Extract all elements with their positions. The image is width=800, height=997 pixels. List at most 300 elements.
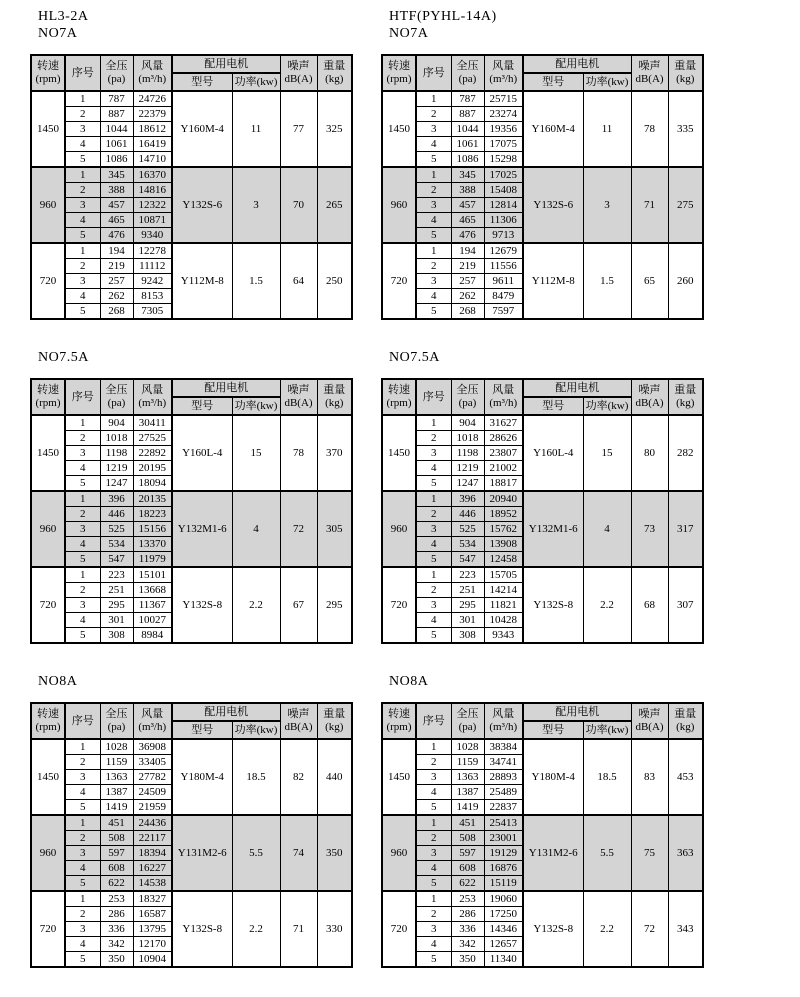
- flow-cell: 17025: [484, 167, 523, 183]
- col-header-weight: [317, 379, 352, 415]
- serial-cell: 1: [65, 167, 100, 183]
- fan-performance-table: [30, 378, 353, 644]
- weight-cell: 350: [317, 815, 352, 891]
- header-line-1: 风量: [141, 708, 164, 720]
- serial-cell: 4: [416, 613, 451, 628]
- flow-cell: 10428: [484, 613, 523, 628]
- model-size-title: NO8A: [38, 674, 78, 689]
- flow-cell: 12679: [484, 243, 523, 259]
- flow-cell: 9340: [133, 228, 172, 244]
- motor-model-cell: Y131M2-6: [172, 815, 232, 891]
- header-line-2: (pa): [458, 73, 477, 85]
- header-line-2: (m³/h): [138, 73, 167, 85]
- serial-cell: 5: [416, 476, 451, 492]
- serial-cell: 4: [416, 289, 451, 304]
- flow-cell: 15705: [484, 567, 523, 583]
- pressure-cell: 887: [100, 107, 133, 122]
- header-line-1: 全压: [105, 708, 128, 720]
- pressure-cell: 1018: [451, 431, 484, 446]
- rpm-cell: 960: [382, 167, 416, 243]
- flow-cell: 24726: [133, 91, 172, 107]
- serial-cell: 1: [65, 491, 100, 507]
- header-line-2: (pa): [107, 397, 126, 409]
- table-row: [382, 739, 703, 755]
- serial-cell: 4: [416, 213, 451, 228]
- header-line-1: 噪声: [638, 708, 661, 720]
- header-line-1: 转速: [37, 384, 59, 396]
- serial-cell: 3: [65, 770, 100, 785]
- table-row: [382, 243, 703, 259]
- flow-cell: 17250: [484, 907, 523, 922]
- col-header-motor-power: 功率(kw): [232, 397, 280, 415]
- weight-cell: 250: [317, 243, 352, 319]
- rpm-cell: 720: [382, 891, 416, 967]
- model-size-title: NO7.5A: [38, 350, 89, 365]
- col-header-serial: 序号: [416, 379, 451, 415]
- weight-cell: 307: [668, 567, 703, 643]
- pressure-cell: 295: [451, 598, 484, 613]
- motor-power-cell: 1.5: [583, 243, 631, 319]
- table-column: [30, 8, 357, 997]
- col-header-rpm: [382, 55, 416, 91]
- col-header-serial: 序号: [416, 55, 451, 91]
- serial-cell: 3: [416, 598, 451, 613]
- serial-cell: 1: [416, 91, 451, 107]
- motor-power-cell: 5.5: [232, 815, 280, 891]
- flow-cell: 20195: [133, 461, 172, 476]
- serial-cell: 4: [65, 537, 100, 552]
- noise-cell: 71: [280, 891, 317, 967]
- flow-cell: 23001: [484, 831, 523, 846]
- pressure-cell: 457: [100, 198, 133, 213]
- pressure-cell: 262: [100, 289, 133, 304]
- noise-cell: 67: [280, 567, 317, 643]
- flow-cell: 12458: [484, 552, 523, 568]
- col-header-serial: 序号: [65, 703, 100, 739]
- pressure-cell: 446: [100, 507, 133, 522]
- header-line-2: dB(A): [284, 721, 313, 733]
- rpm-cell: 960: [382, 815, 416, 891]
- rpm-cell: 720: [382, 567, 416, 643]
- noise-cell: 64: [280, 243, 317, 319]
- col-header-motor-group: 配用电机: [172, 379, 280, 397]
- pressure-cell: 465: [451, 213, 484, 228]
- weight-cell: 453: [668, 739, 703, 815]
- rpm-cell: 960: [31, 167, 65, 243]
- pressure-cell: 1044: [100, 122, 133, 137]
- serial-cell: 3: [65, 846, 100, 861]
- col-header-noise: [280, 55, 317, 91]
- noise-cell: 74: [280, 815, 317, 891]
- serial-cell: 4: [416, 137, 451, 152]
- header-line-2: (kg): [676, 721, 695, 733]
- serial-cell: 1: [65, 91, 100, 107]
- header-line-2: (kg): [676, 73, 695, 85]
- flow-cell: 15156: [133, 522, 172, 537]
- rpm-cell: 720: [31, 243, 65, 319]
- pressure-cell: 257: [451, 274, 484, 289]
- motor-power-cell: 2.2: [583, 891, 631, 967]
- pressure-cell: 1198: [100, 446, 133, 461]
- serial-cell: 1: [65, 891, 100, 907]
- motor-power-cell: 11: [232, 91, 280, 167]
- header-line-2: (rpm): [35, 721, 61, 733]
- serial-cell: 5: [65, 304, 100, 320]
- table-row: [31, 91, 352, 107]
- noise-cell: 77: [280, 91, 317, 167]
- pressure-cell: 525: [451, 522, 484, 537]
- serial-cell: 2: [416, 583, 451, 598]
- flow-cell: 9343: [484, 628, 523, 644]
- motor-power-cell: 18.5: [583, 739, 631, 815]
- series-title: HTF(PYHL-14A): [389, 9, 497, 24]
- noise-cell: 73: [631, 491, 668, 567]
- flow-cell: 15408: [484, 183, 523, 198]
- col-header-motor-model: 型号: [523, 73, 583, 91]
- motor-model-cell: Y131M2-6: [523, 815, 583, 891]
- pressure-cell: 787: [100, 91, 133, 107]
- serial-cell: 5: [65, 800, 100, 816]
- serial-cell: 2: [416, 755, 451, 770]
- col-header-weight: [668, 703, 703, 739]
- pressure-cell: 253: [100, 891, 133, 907]
- serial-cell: 5: [65, 152, 100, 168]
- weight-cell: 275: [668, 167, 703, 243]
- motor-model-cell: Y112M-8: [172, 243, 232, 319]
- flow-cell: 14710: [133, 152, 172, 168]
- col-header-motor-power: 功率(kw): [232, 73, 280, 91]
- col-header-motor-model: 型号: [172, 721, 232, 739]
- serial-cell: 1: [65, 815, 100, 831]
- col-header-noise: [280, 379, 317, 415]
- weight-cell: 335: [668, 91, 703, 167]
- serial-cell: 3: [416, 770, 451, 785]
- pressure-cell: 345: [100, 167, 133, 183]
- serial-cell: 3: [65, 274, 100, 289]
- serial-cell: 3: [65, 198, 100, 213]
- col-header-serial: 序号: [65, 379, 100, 415]
- weight-cell: 440: [317, 739, 352, 815]
- noise-cell: 78: [280, 415, 317, 491]
- header-line-2: (m³/h): [138, 397, 167, 409]
- serial-cell: 4: [65, 137, 100, 152]
- motor-power-cell: 4: [232, 491, 280, 567]
- noise-cell: 71: [631, 167, 668, 243]
- pressure-cell: 301: [451, 613, 484, 628]
- flow-cell: 22892: [133, 446, 172, 461]
- pressure-cell: 1419: [451, 800, 484, 816]
- serial-cell: 1: [65, 739, 100, 755]
- flow-cell: 15762: [484, 522, 523, 537]
- col-header-noise: [631, 55, 668, 91]
- fan-performance-table: [30, 702, 353, 968]
- header-line-2: (pa): [458, 721, 477, 733]
- weight-cell: 295: [317, 567, 352, 643]
- serial-cell: 3: [416, 846, 451, 861]
- serial-cell: 5: [416, 552, 451, 568]
- header-line-2: dB(A): [284, 397, 313, 409]
- flow-cell: 23807: [484, 446, 523, 461]
- col-header-weight: [668, 55, 703, 91]
- serial-cell: 3: [65, 122, 100, 137]
- table-row: [31, 243, 352, 259]
- noise-cell: 65: [631, 243, 668, 319]
- flow-cell: 8984: [133, 628, 172, 644]
- pressure-cell: 268: [451, 304, 484, 320]
- header-line-1: 噪声: [287, 708, 310, 720]
- motor-power-cell: 2.2: [232, 891, 280, 967]
- pressure-cell: 525: [100, 522, 133, 537]
- header-line-2: (m³/h): [489, 73, 518, 85]
- weight-cell: 260: [668, 243, 703, 319]
- noise-cell: 75: [631, 815, 668, 891]
- pressure-cell: 194: [451, 243, 484, 259]
- pressure-cell: 1387: [451, 785, 484, 800]
- col-header-motor-group: 配用电机: [523, 703, 631, 721]
- col-header-rpm: [31, 379, 65, 415]
- col-header-motor-group: 配用电机: [523, 55, 631, 73]
- pressure-cell: 1044: [451, 122, 484, 137]
- pressure-cell: 508: [451, 831, 484, 846]
- motor-model-cell: Y160M-4: [523, 91, 583, 167]
- flow-cell: 19356: [484, 122, 523, 137]
- serial-cell: 1: [416, 891, 451, 907]
- flow-cell: 12814: [484, 198, 523, 213]
- pressure-cell: 476: [451, 228, 484, 244]
- pressure-cell: 476: [100, 228, 133, 244]
- motor-power-cell: 2.2: [232, 567, 280, 643]
- flow-cell: 12322: [133, 198, 172, 213]
- motor-power-cell: 15: [583, 415, 631, 491]
- flow-cell: 28893: [484, 770, 523, 785]
- pressure-cell: 1028: [100, 739, 133, 755]
- col-header-motor-group: 配用电机: [523, 379, 631, 397]
- col-header-pressure: [451, 55, 484, 91]
- weight-cell: 363: [668, 815, 703, 891]
- col-header-motor-power: 功率(kw): [583, 397, 631, 415]
- flow-cell: 22117: [133, 831, 172, 846]
- pressure-cell: 253: [451, 891, 484, 907]
- header-line-1: 转速: [388, 60, 410, 72]
- header-line-2: dB(A): [635, 721, 664, 733]
- flow-cell: 23274: [484, 107, 523, 122]
- flow-cell: 8479: [484, 289, 523, 304]
- pressure-cell: 1363: [100, 770, 133, 785]
- serial-cell: 2: [65, 907, 100, 922]
- rpm-cell: 1450: [31, 739, 65, 815]
- pressure-cell: 622: [100, 876, 133, 892]
- pressure-cell: 622: [451, 876, 484, 892]
- pressure-cell: 534: [451, 537, 484, 552]
- serial-cell: 4: [65, 937, 100, 952]
- rpm-cell: 960: [31, 815, 65, 891]
- col-header-motor-group: 配用电机: [172, 55, 280, 73]
- serial-cell: 4: [65, 613, 100, 628]
- noise-cell: 72: [280, 491, 317, 567]
- table-row: [31, 815, 352, 831]
- serial-cell: 5: [416, 628, 451, 644]
- serial-cell: 4: [65, 785, 100, 800]
- model-size-title: NO8A: [389, 674, 429, 689]
- pressure-cell: 1363: [451, 770, 484, 785]
- pressure-cell: 446: [451, 507, 484, 522]
- flow-cell: 13370: [133, 537, 172, 552]
- serial-cell: 5: [65, 952, 100, 968]
- flow-cell: 16370: [133, 167, 172, 183]
- pressure-cell: 547: [100, 552, 133, 568]
- pressure-cell: 388: [100, 183, 133, 198]
- header-line-2: (m³/h): [489, 397, 518, 409]
- flow-cell: 24436: [133, 815, 172, 831]
- pressure-cell: 219: [451, 259, 484, 274]
- serial-cell: 5: [65, 552, 100, 568]
- flow-cell: 11979: [133, 552, 172, 568]
- serial-cell: 1: [416, 243, 451, 259]
- col-header-pressure: [451, 703, 484, 739]
- flow-cell: 9713: [484, 228, 523, 244]
- pressure-cell: 451: [100, 815, 133, 831]
- pressure-cell: 219: [100, 259, 133, 274]
- header-line-2: (kg): [325, 397, 344, 409]
- col-header-pressure: [100, 379, 133, 415]
- table-row: [382, 891, 703, 907]
- pressure-cell: 887: [451, 107, 484, 122]
- serial-cell: 2: [65, 831, 100, 846]
- motor-model-cell: Y132S-8: [523, 891, 583, 967]
- header-line-1: 全压: [456, 708, 479, 720]
- flow-cell: 10871: [133, 213, 172, 228]
- flow-cell: 22837: [484, 800, 523, 816]
- flow-cell: 18817: [484, 476, 523, 492]
- pressure-cell: 457: [451, 198, 484, 213]
- header-line-1: 噪声: [638, 60, 661, 72]
- pressure-cell: 451: [451, 815, 484, 831]
- pressure-cell: 597: [451, 846, 484, 861]
- flow-cell: 16227: [133, 861, 172, 876]
- pressure-cell: 342: [451, 937, 484, 952]
- flow-cell: 18094: [133, 476, 172, 492]
- header-line-1: 重量: [323, 384, 346, 396]
- flow-cell: 22379: [133, 107, 172, 122]
- pressure-cell: 262: [451, 289, 484, 304]
- weight-cell: 343: [668, 891, 703, 967]
- serial-cell: 2: [416, 907, 451, 922]
- col-header-motor-model: 型号: [172, 397, 232, 415]
- flow-cell: 21959: [133, 800, 172, 816]
- header-line-1: 重量: [674, 60, 697, 72]
- header-line-2: (rpm): [35, 397, 61, 409]
- header-line-2: dB(A): [284, 73, 313, 85]
- header-line-1: 全压: [456, 60, 479, 72]
- flow-cell: 33405: [133, 755, 172, 770]
- weight-cell: 317: [668, 491, 703, 567]
- rpm-cell: 720: [31, 567, 65, 643]
- col-header-flow: [484, 703, 523, 739]
- noise-cell: 68: [631, 567, 668, 643]
- flow-cell: 11306: [484, 213, 523, 228]
- serial-cell: 2: [416, 183, 451, 198]
- flow-cell: 12278: [133, 243, 172, 259]
- serial-cell: 1: [416, 739, 451, 755]
- fan-spec-section: [30, 8, 357, 320]
- pressure-cell: 350: [100, 952, 133, 968]
- flow-cell: 16876: [484, 861, 523, 876]
- rpm-cell: 960: [31, 491, 65, 567]
- pressure-cell: 251: [100, 583, 133, 598]
- rpm-cell: 720: [382, 243, 416, 319]
- table-row: [382, 567, 703, 583]
- serial-cell: 4: [416, 785, 451, 800]
- col-header-noise: [631, 379, 668, 415]
- serial-cell: 2: [65, 755, 100, 770]
- series-title: HL3-2A: [38, 9, 89, 24]
- weight-cell: 325: [317, 91, 352, 167]
- flow-cell: 24509: [133, 785, 172, 800]
- serial-cell: 5: [416, 952, 451, 968]
- header-line-2: (pa): [107, 721, 126, 733]
- flow-cell: 18612: [133, 122, 172, 137]
- header-line-2: (rpm): [386, 73, 412, 85]
- serial-cell: 1: [65, 567, 100, 583]
- motor-power-cell: 1.5: [232, 243, 280, 319]
- header-line-2: (pa): [458, 397, 477, 409]
- pressure-cell: 904: [451, 415, 484, 431]
- serial-cell: 5: [65, 228, 100, 244]
- header-line-1: 重量: [674, 708, 697, 720]
- flow-cell: 17075: [484, 137, 523, 152]
- col-header-pressure: [451, 379, 484, 415]
- serial-cell: 4: [65, 861, 100, 876]
- header-line-1: 重量: [323, 708, 346, 720]
- serial-cell: 2: [416, 831, 451, 846]
- serial-cell: 5: [65, 628, 100, 644]
- flow-cell: 8153: [133, 289, 172, 304]
- header-line-1: 风量: [141, 384, 164, 396]
- fan-spec-section: [30, 349, 357, 644]
- flow-cell: 21002: [484, 461, 523, 476]
- rpm-cell: 1450: [31, 91, 65, 167]
- col-header-rpm: [382, 379, 416, 415]
- pressure-cell: 1018: [100, 431, 133, 446]
- header-line-2: dB(A): [635, 73, 664, 85]
- flow-cell: 14816: [133, 183, 172, 198]
- serial-cell: 2: [416, 259, 451, 274]
- pressure-cell: 1028: [451, 739, 484, 755]
- col-header-noise: [280, 703, 317, 739]
- col-header-motor-model: 型号: [523, 397, 583, 415]
- serial-cell: 2: [65, 583, 100, 598]
- serial-cell: 1: [65, 415, 100, 431]
- pressure-cell: 508: [100, 831, 133, 846]
- noise-cell: 82: [280, 739, 317, 815]
- flow-cell: 13668: [133, 583, 172, 598]
- table-column: [381, 8, 708, 997]
- header-line-2: (m³/h): [489, 721, 518, 733]
- tables-grid: [30, 8, 800, 997]
- fan-spec-section: [381, 673, 708, 968]
- table-row: [31, 891, 352, 907]
- pressure-cell: 257: [100, 274, 133, 289]
- header-line-1: 转速: [37, 60, 59, 72]
- col-header-flow: [133, 379, 172, 415]
- weight-cell: 305: [317, 491, 352, 567]
- header-line-2: (rpm): [386, 397, 412, 409]
- flow-cell: 27782: [133, 770, 172, 785]
- motor-power-cell: 5.5: [583, 815, 631, 891]
- pressure-cell: 342: [100, 937, 133, 952]
- header-line-1: 全压: [105, 60, 128, 72]
- flow-cell: 18223: [133, 507, 172, 522]
